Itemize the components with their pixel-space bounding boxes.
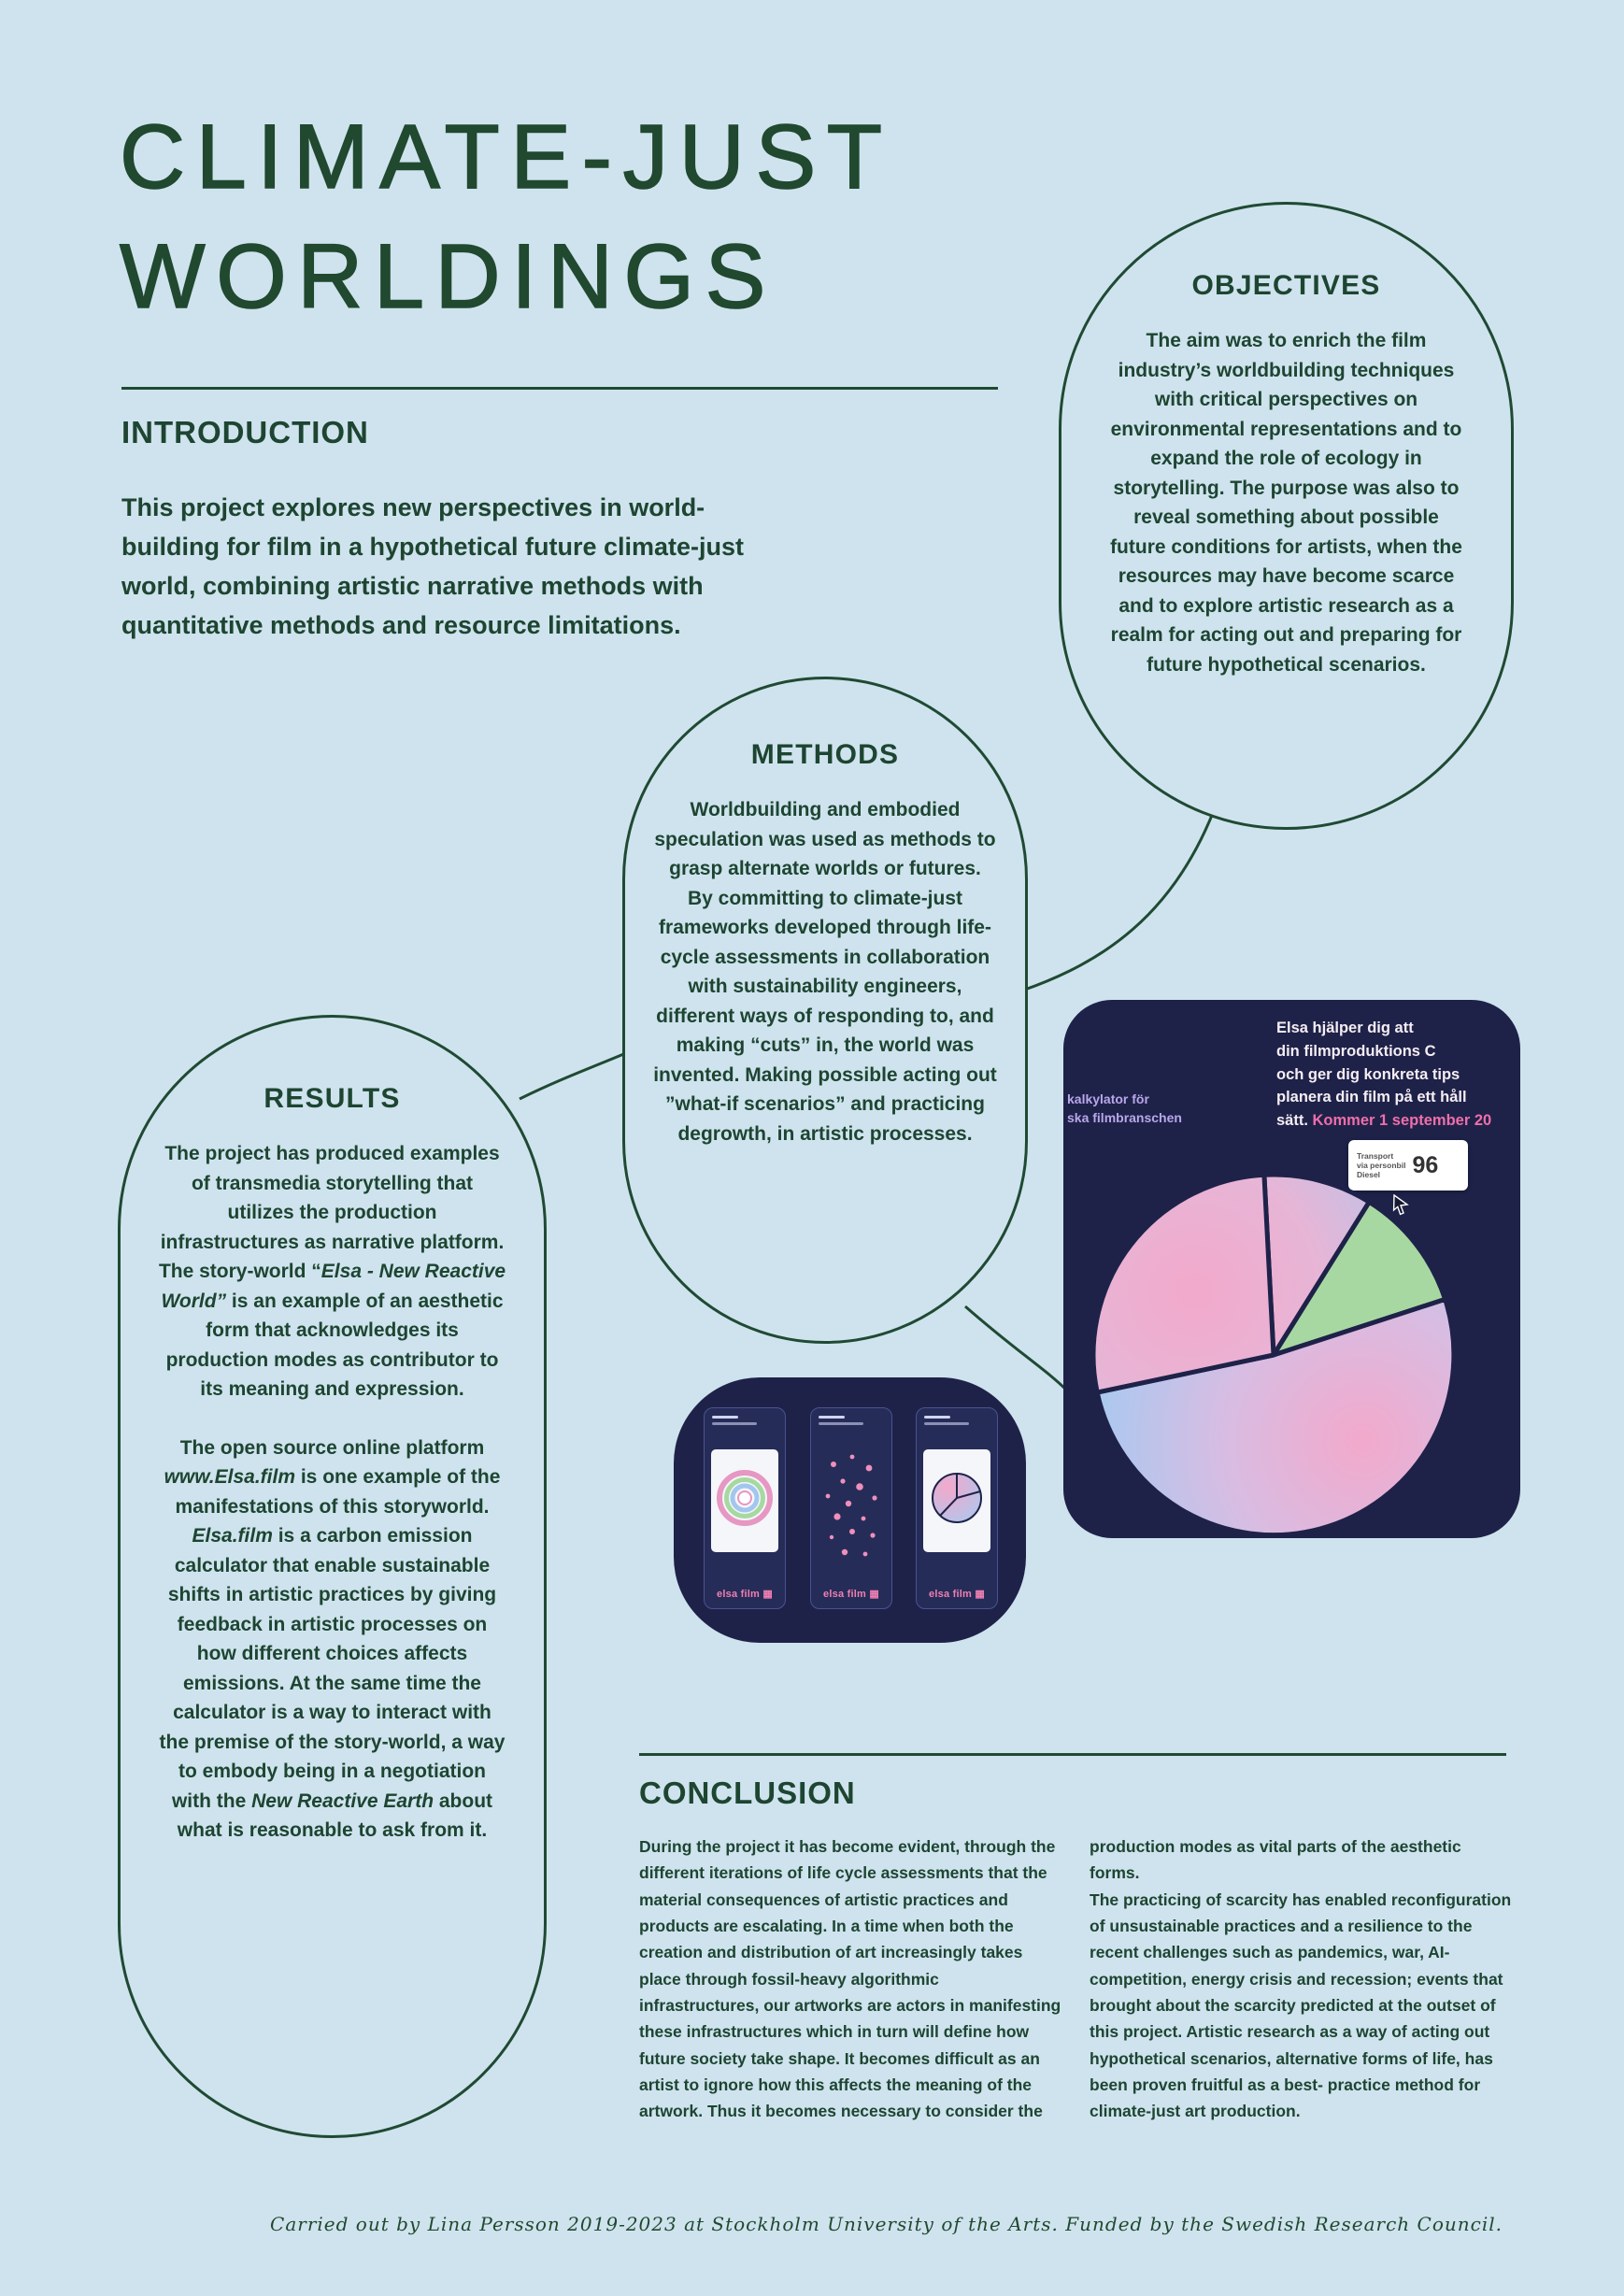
objectives-body: The aim was to enrich the film industry’s worldbuilding techniques with critical perspectives on environmental representations and to expand the role of ecology in storytelling. The purpose was also to reveal something about possible future conditions for artists, when the resources may have become scarce and to explore artistic research as a realm for acting out and preparing for future hypothetical scenarios. — [1110, 330, 1462, 676]
results-text: is an example of an aesthetic form that acknowledges its production modes as contributor to its meaning and expression. — [165, 1290, 504, 1400]
conclusion-left-column: During the project it has become evident, through the different iterations of life cycle assessments that the material consequences of artistic practices and products are escalating. In a time when both the creation and distribution of art increasingly takes place through fossil-heavy algorithmic infrastructures, our artworks are actors in manifesting these infrastructures which in turn will define how future society take shape. It becomes difficult as an artist to ignore how this affects the meaning of the artwork. Thus it becomes necessary to consider the — [639, 1837, 1061, 2121]
results-text: about what is reasonable to ask from it. — [177, 1790, 493, 1841]
poster-title — [120, 97, 893, 336]
results-text: The open source online platform — [179, 1436, 485, 1459]
grid-icon: ▦ — [975, 1589, 985, 1600]
conclusion-right-paragraph-1: production modes as vital parts of the aesthetic forms. — [1090, 1837, 1461, 1883]
introduction-body: This project explores new perspectives in world-building for film in a hypothetical future climate-just world, combining artistic narrative methods with quantitative methods and resource limitations. — [121, 493, 745, 640]
phone-caption: elsa film ▦ — [823, 1589, 879, 1600]
connector-methods-app — [965, 1306, 1069, 1392]
phone-mockup-1 — [704, 1407, 786, 1609]
tooltip-label-line: Transport — [1357, 1150, 1394, 1161]
new-reactive-earth-name: New Reactive Earth — [251, 1790, 434, 1812]
emissions-pie-chart — [1082, 1161, 1484, 1538]
elsa-app-screenshot-phones — [674, 1377, 1026, 1643]
grid-icon: ▦ — [762, 1589, 773, 1600]
tooltip-label-line: Diesel — [1357, 1170, 1381, 1180]
headline-line: planera din film på ett håll — [1276, 1089, 1467, 1106]
results-paragraph-1 — [158, 1139, 506, 1405]
brand-line: kalkylator för — [1067, 1091, 1149, 1106]
connector-results-methods — [520, 1048, 639, 1099]
conclusion-divider — [639, 1753, 1506, 1756]
headline-line: Elsa hjälper dig att — [1276, 1020, 1414, 1036]
phone-header-bars — [712, 1416, 757, 1429]
rings-chart — [711, 1449, 778, 1552]
results-heading: RESULTS — [264, 1083, 401, 1114]
phone-mockup-2 — [810, 1407, 892, 1609]
credit-line: Carried out by Lina Persson 2019-2023 at Stockholm University of the Arts. Funded by the Swedish Research Council. — [270, 2213, 1503, 2235]
results-text: is a carbon emission calculator that enable sustainable shifts in artistic practices by giving feedback in artistic processes on how different choices affects emissions. At the same time the calculator is a way to interact with the premise of the story-world, a way to embody being in a negotiation with the — [159, 1525, 506, 1812]
results-text: The project has produced examples of transmedia storytelling that utilizes the production infrastructures as narrative platform. The story-world “ — [158, 1143, 505, 1282]
objectives-heading: OBJECTIVES — [1191, 270, 1381, 301]
tooltip-label-line: via personbil — [1357, 1160, 1406, 1170]
scatter-dots-chart — [811, 1444, 892, 1584]
elsa-film-link-text: www.Elsa.film — [164, 1466, 296, 1488]
connector-objectives-methods — [1022, 808, 1215, 991]
phone-header-bars — [924, 1416, 969, 1429]
conclusion-right-paragraph-2: The practicing of scarcity has enabled reconfiguration of unsustainable practices and a resilience to the recent challenges such as pandemics, war, AI-competition, energy crisis and recession; events that brought about the scarcity predicted at the outset of this project. Artistic research as a way of acting out hypothetical scenarios, alternative forms of life, has been proven fruitful as a best- practice method for climate-just art production. — [1090, 1890, 1512, 2121]
introduction-heading: INTRODUCTION — [121, 415, 369, 449]
headline-tail: sätt. — [1276, 1112, 1313, 1129]
tooltip-value: 96 — [1412, 1151, 1439, 1178]
elsa-app-screenshot-large — [1063, 1000, 1520, 1538]
pie-segment-left — [1093, 1175, 1274, 1392]
results-bubble — [118, 1015, 547, 2138]
headline-line — [1276, 1109, 1520, 1133]
brand-line: ska filmbranschen — [1067, 1110, 1182, 1126]
phone-caption: elsa film ▦ — [929, 1589, 985, 1600]
elsa-film-name: Elsa.film — [192, 1525, 273, 1547]
results-text: is one example of the manifestations of this storyworld. — [175, 1466, 501, 1518]
objectives-bubble — [1059, 202, 1514, 830]
intro-divider — [121, 387, 998, 390]
headline-line: din filmproduktions C — [1276, 1042, 1436, 1060]
elsa-brand-tagline — [1067, 1090, 1182, 1128]
mini-pie-card — [923, 1449, 990, 1552]
methods-heading: METHODS — [750, 739, 900, 770]
headline-highlight: Kommer 1 september 20 — [1312, 1112, 1492, 1129]
methods-paragraph-2: By committing to climate-just frameworks developed through life-cycle assessments in collaboration with sustainability engineers, different ways of responding to, and making “cuts” in, the world was invented. Making possible acting out ”what-if scenarios” and practicing degrowth, in artistic processes. — [653, 887, 997, 1145]
results-body — [158, 1139, 506, 1846]
methods-paragraph-1: Worldbuilding and embodied speculation was used as methods to grasp alternate worlds or futures. — [654, 799, 996, 879]
grid-icon: ▦ — [869, 1589, 879, 1600]
phone-header-bars — [819, 1416, 863, 1429]
phone-caption: elsa film ▦ — [717, 1589, 773, 1600]
title-line-2: WORLDINGS — [120, 225, 776, 328]
elsa-headline — [1276, 1017, 1520, 1133]
conclusion-right-column — [1090, 1833, 1512, 2125]
rings-chart-card — [711, 1449, 778, 1552]
phone-mockup-3 — [916, 1407, 998, 1609]
conclusion-heading: CONCLUSION — [639, 1775, 856, 1810]
storyworld-name: Elsa - New Reactive World” — [161, 1261, 506, 1312]
methods-bubble — [622, 677, 1028, 1344]
title-line-1: CLIMATE-JUST — [120, 106, 893, 207]
methods-body — [649, 795, 1001, 1148]
headline-line: och ger dig konkreta tips — [1276, 1065, 1460, 1083]
mini-pie-chart — [923, 1449, 990, 1552]
results-paragraph-2 — [158, 1433, 506, 1846]
